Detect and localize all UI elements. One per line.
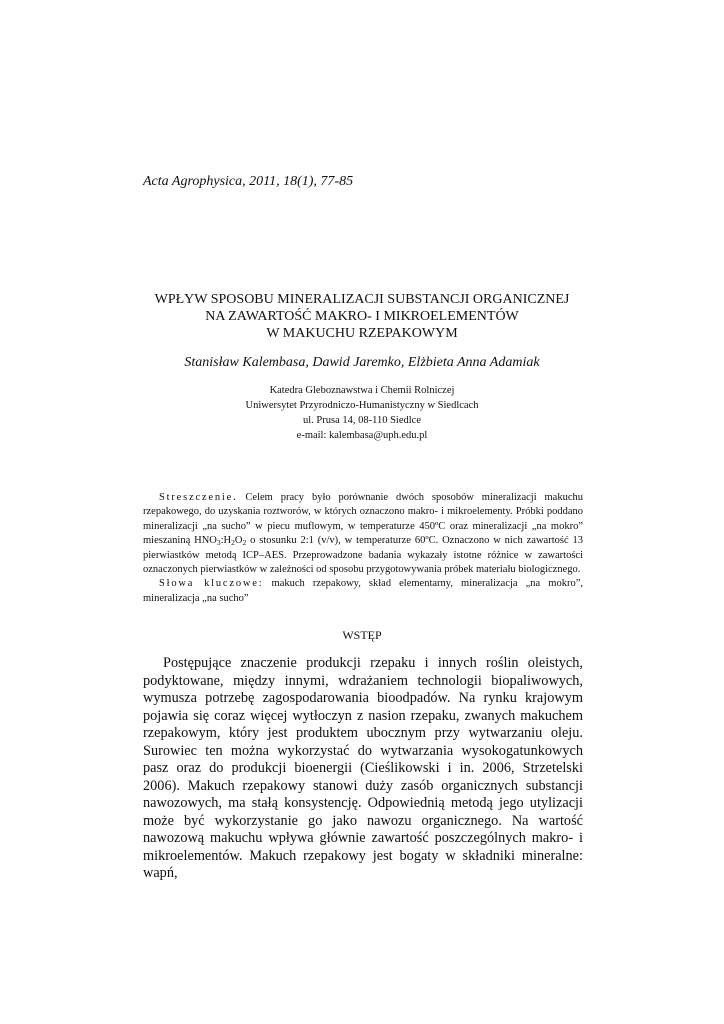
subscript: 2 [242,538,247,548]
section-heading: WSTĘP [342,628,382,642]
abstract-text: :H [220,535,232,547]
subscript: 3 [216,538,221,548]
article-title [120,291,604,342]
intro-paragraph: Postępujące znaczenie produkcji rzepaku i innych roślin oleistych, podyktowane, między innymi, wdrażaniem technologii biopaliwowych, wymusza potrzebę zagospodarowania bioodpadów. Na rynku krajowym pojawia się coraz więcej wytłoczyn z nasion rzepaku, zwanych makuchem rzepakowym, który jest produktem ubocznym przy wytwarzaniu oleju. Surowiec ten można wykorzystać do wytwarzania wysokogatunkowych pasz oraz do produkcji bioenergii (Cieślikowski i in. 2006, Strzetelski 2006). Makuch rzepakowy stanowi duży zasób organicznych substancji nawozowych, ma stałą konsystencję. Odpowiednią metodą jego utylizacji może być wykorzystanie go jako nawozu organicznego. Na wartość nawozową makuchu wpływa głównie zawartość poszczególnych makro- i mikroelementów. Makuch rzepakowy jest bogaty w składniki mineralne: wapń, [143,655,583,881]
keywords-text: makuch rzepakowy, skład elementarny, mineralizacja „na mokro”, mineralizacja „na sucho” [143,578,583,604]
author-list: Stanisław Kalembasa, Dawid Jaremko, Elżbieta Anna Adamiak [184,355,540,370]
title-line: W MAKUCHU RZEPAKOWYM [266,326,458,341]
abstract-block [143,491,583,606]
subscript: 2 [231,538,235,548]
title-line: NA ZAWARTOŚĆ MAKRO- I MIKROELEMENTÓW [205,309,519,324]
abstract-text: O [234,535,243,547]
keywords-paragraph [143,577,583,606]
affiliation-department: Katedra Gleboznawstwa i Chemii Rolniczej [269,385,455,396]
abstract-text: Celem pracy było porównanie dwóch sposobów mineralizacji makuchu rzepakowego, do uzyskania roztworów, w których oznaczono makro- i mikroelementy. Próbki poddano mineralizacji „na sucho” w piecu muflowym, w temperaturze 450ºC oraz mineralizacji „na mokro” mieszaniną HNO [143,492,583,547]
affiliation-email: e-mail: kalembasa@uph.edu.pl [296,430,428,441]
journal-reference: Acta Agrophysica, 2011, 18(1), 77-85 [143,174,354,189]
affiliation-address: ul. Prusa 14, 08-110 Siedlce [302,415,421,426]
body-text [143,655,583,883]
abstract-paragraph [143,491,583,577]
title-line: WPŁYW SPOSOBU MINERALIZACJI SUBSTANCJI ORGANICZNEJ [154,292,570,307]
abstract-label: Streszczenie. [159,492,238,503]
affiliation-block [120,383,604,443]
affiliation-university: Uniwersytet Przyrodniczo-Humanistyczny w Siedlcach [245,400,479,411]
abstract-text: o stosunku 2:1 (v/v), w temperaturze 60ºC. Oznaczono w nich zawartość 13 pierwiastków metodą ICP–AES. Przeprowadzone badania wykazały istotne różnice w zawartości oznaczonych pierwiastków w zależności od sposobu przygotowywania próbek materiału biologicznego. [143,535,583,576]
keywords-label: Słowa kluczowe: [159,578,264,590]
